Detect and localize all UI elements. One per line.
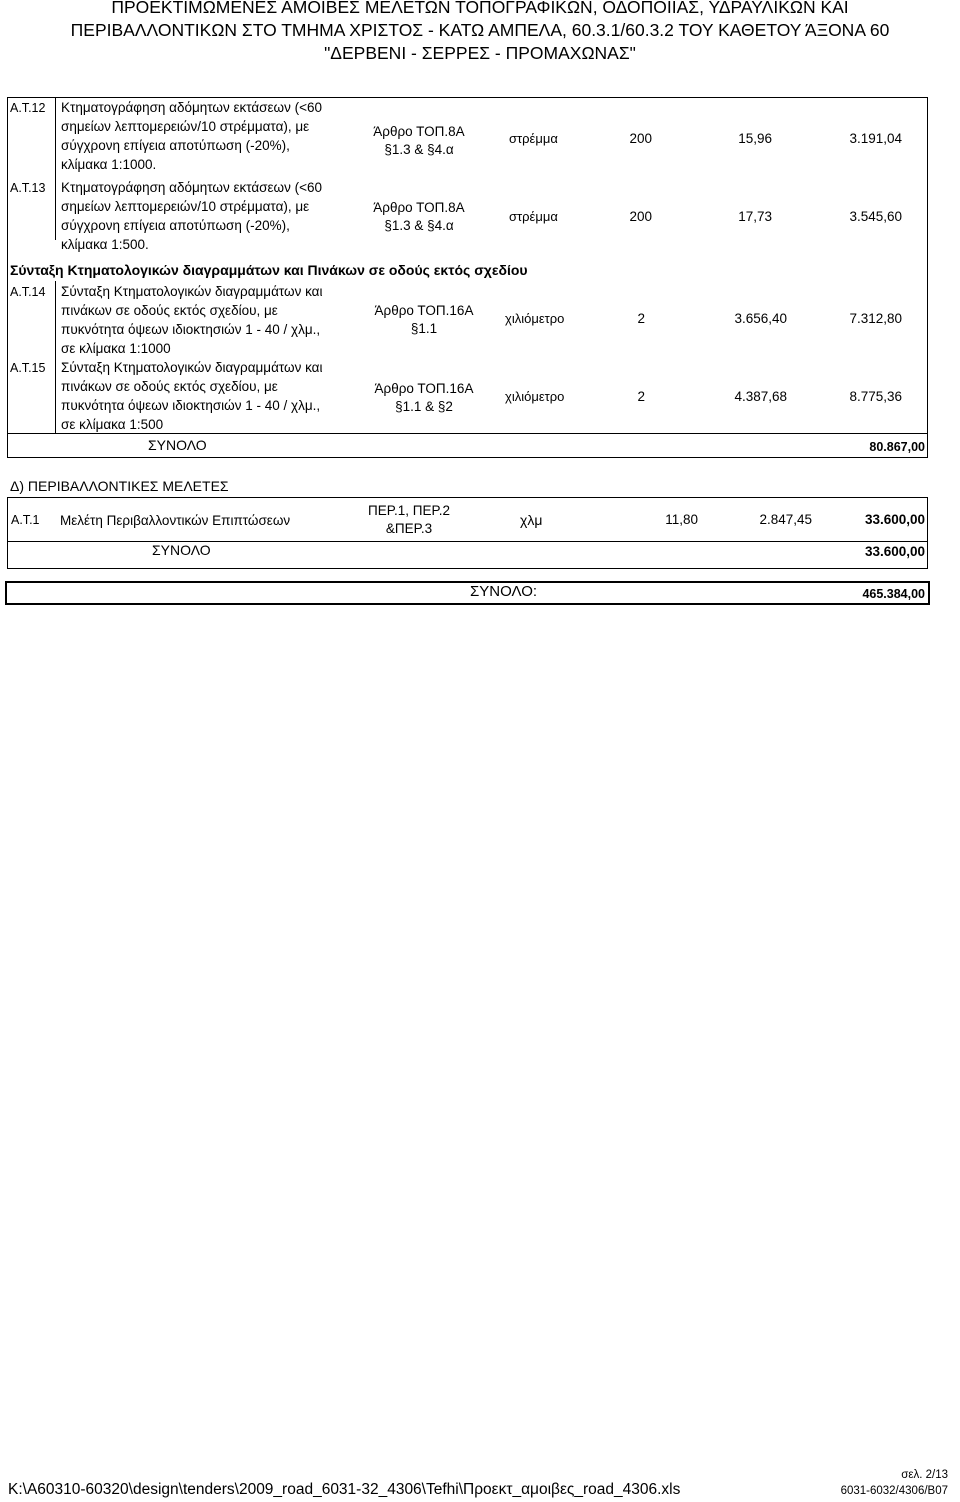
document-title-line-3: "ΔΕΡΒΕΝΙ - ΣΕΡΡΕΣ - ΠΡΟΜΑΧΩΝΑΣ" xyxy=(324,43,636,63)
row-description-line: Κτηματογράφηση αδόμητων εκτάσεων (<60 xyxy=(61,180,322,195)
row-description-line: σύγχρονη επίγεια αποτύπωση (-20%), xyxy=(61,218,290,233)
code-column-divider-2 xyxy=(55,281,56,433)
total-value: 80.867,00 xyxy=(869,440,925,454)
row-quantity: 2 xyxy=(637,311,645,326)
row-description-line: σε κλίμακα 1:500 xyxy=(61,417,164,432)
row-article: &ΠΕΡ.3 xyxy=(385,521,433,536)
row-description-line: σημείων λεπτομερειών/10 στρέμματα), με xyxy=(61,199,310,214)
page-number: σελ. 2/13 xyxy=(901,1469,948,1481)
subsection-heading: Σύνταξη Κτηματολογικών διαγραμμάτων και Πινάκων σε οδούς εκτός σχεδίου xyxy=(10,262,528,278)
row-code: Α.Τ.15 xyxy=(10,361,46,375)
row-description-line: Κτηματογράφηση αδόμητων εκτάσεων (<60 xyxy=(61,100,322,115)
row-unit: χιλιόμετρο xyxy=(505,389,565,404)
row-article: Άρθρο ΤΟΠ.16Α xyxy=(374,381,474,396)
row-description-line: Σύνταξη Κτηματολογικών διαγραμμάτων και xyxy=(61,360,323,375)
row-description-line: κλίμακα 1:500. xyxy=(61,237,149,252)
row-unit-price: 17,73 xyxy=(738,209,772,224)
row-total: 3.545,60 xyxy=(849,209,902,224)
total-label: ΣΥΝΟΛΟ xyxy=(148,437,207,453)
row-description-line: πυκνότητα όψεων ιδιοκτησιών 1 - 40 / χλμ., xyxy=(61,322,321,337)
file-path: K:\A60310-60320\design\tenders\2009_road_6031-32_4306\Tefhi\Προεκτ_αμοιβες_road_4306.xls xyxy=(8,1481,681,1498)
document-title-line-2: ΠΕΡΙΒΑΛΛΟΝΤΙΚΩΝ ΣΤΟ ΤΜΗΜΑ ΧΡΙΣΤΟΣ - ΚΑΤΩ ΑΜΠΕΛΑ, 60.3.1/60.3.2 ΤΟΥ ΚΑΘΕΤΟΥ ΆΞΟΝΑ 60 xyxy=(70,20,890,40)
row-code: Α.Τ.12 xyxy=(10,101,46,115)
row-code: Α.Τ.13 xyxy=(10,181,46,195)
row-article: Άρθρο ΤΟΠ.8Α xyxy=(373,200,465,215)
row-article: ΠΕΡ.1, ΠΕΡ.2 xyxy=(367,503,451,518)
row-unit: χιλιόμετρο xyxy=(505,311,565,326)
row-article: §1.3 & §4.α xyxy=(384,142,454,157)
row-unit: χλμ xyxy=(520,512,543,528)
row-article: §1.1 & §2 xyxy=(395,399,453,414)
row-article: Άρθρο ΤΟΠ.16Α xyxy=(374,303,474,318)
row-quantity: 200 xyxy=(629,209,652,224)
row-total: 8.775,36 xyxy=(849,389,902,404)
row-article: §1.1 xyxy=(410,321,438,336)
grand-total-box xyxy=(5,581,930,605)
row-description-line: πινάκων σε οδούς εκτός σχεδίου, με xyxy=(61,303,278,318)
document-title-line-1: ΠΡΟΕΚΤΙΜΩΜΕΝΕΣ ΑΜΟΙΒΕΣ ΜΕΛΕΤΩΝ ΤΟΠΟΓΡΑΦΙΚΩΝ, ΟΔΟΠΟΙΙΑΣ, ΥΔΡΑΥΛΙΚΩΝ ΚΑΙ xyxy=(111,0,849,17)
row-description-line: Μελέτη Περιβαλλοντικών Επιπτώσεων xyxy=(60,513,291,528)
row-article: §1.3 & §4.α xyxy=(384,218,454,233)
row-unit: στρέμμα xyxy=(509,209,558,224)
row-description-line: σημείων λεπτομερειών/10 στρέμματα), με xyxy=(61,119,310,134)
row-unit-price: 3.656,40 xyxy=(734,311,787,326)
grand-total-value: 465.384,00 xyxy=(862,587,925,601)
row-quantity: 2 xyxy=(637,389,645,404)
row-total: 7.312,80 xyxy=(849,311,902,326)
row-description-line: σε κλίμακα 1:1000 xyxy=(61,341,171,356)
total-value: 33.600,00 xyxy=(864,544,925,559)
row-unit-price: 15,96 xyxy=(738,131,772,146)
row-description-line: πυκνότητα όψεων ιδιοκτησιών 1 - 40 / χλμ., xyxy=(61,398,321,413)
row-quantity: 200 xyxy=(629,131,652,146)
grand-total-label: ΣΥΝΟΛΟ: xyxy=(470,583,538,600)
row-description-line: Σύνταξη Κτηματολογικών διαγραμμάτων και xyxy=(61,284,323,299)
row-description-line: σύγχρονη επίγεια αποτύπωση (-20%), xyxy=(61,138,290,153)
code-column-divider xyxy=(55,97,56,240)
row-code: Α.Τ.14 xyxy=(10,285,46,299)
environmental-row-divider xyxy=(7,541,928,542)
row-description-line: κλίμακα 1:1000. xyxy=(61,157,157,172)
document-code: 6031-6032/4306/B07 xyxy=(840,1485,948,1497)
row-unit-price: 4.387,68 xyxy=(734,389,787,404)
row-code: Α.Τ.1 xyxy=(11,513,40,527)
section-d-heading: Δ) ΠΕΡΙΒΑΛΛΟΝΤΙΚΕΣ ΜΕΛΕΤΕΣ xyxy=(10,478,229,494)
row-unit: στρέμμα xyxy=(509,131,558,146)
row-total: 33.600,00 xyxy=(864,512,925,527)
row-article: Άρθρο ΤΟΠ.8Α xyxy=(373,124,465,139)
row-unit-price: 2.847,45 xyxy=(759,512,812,527)
row-quantity: 11,80 xyxy=(665,512,698,527)
row-description-line: πινάκων σε οδούς εκτός σχεδίου, με xyxy=(61,379,278,394)
total-label: ΣΥΝΟΛΟ xyxy=(152,542,211,558)
row-total: 3.191,04 xyxy=(849,131,902,146)
